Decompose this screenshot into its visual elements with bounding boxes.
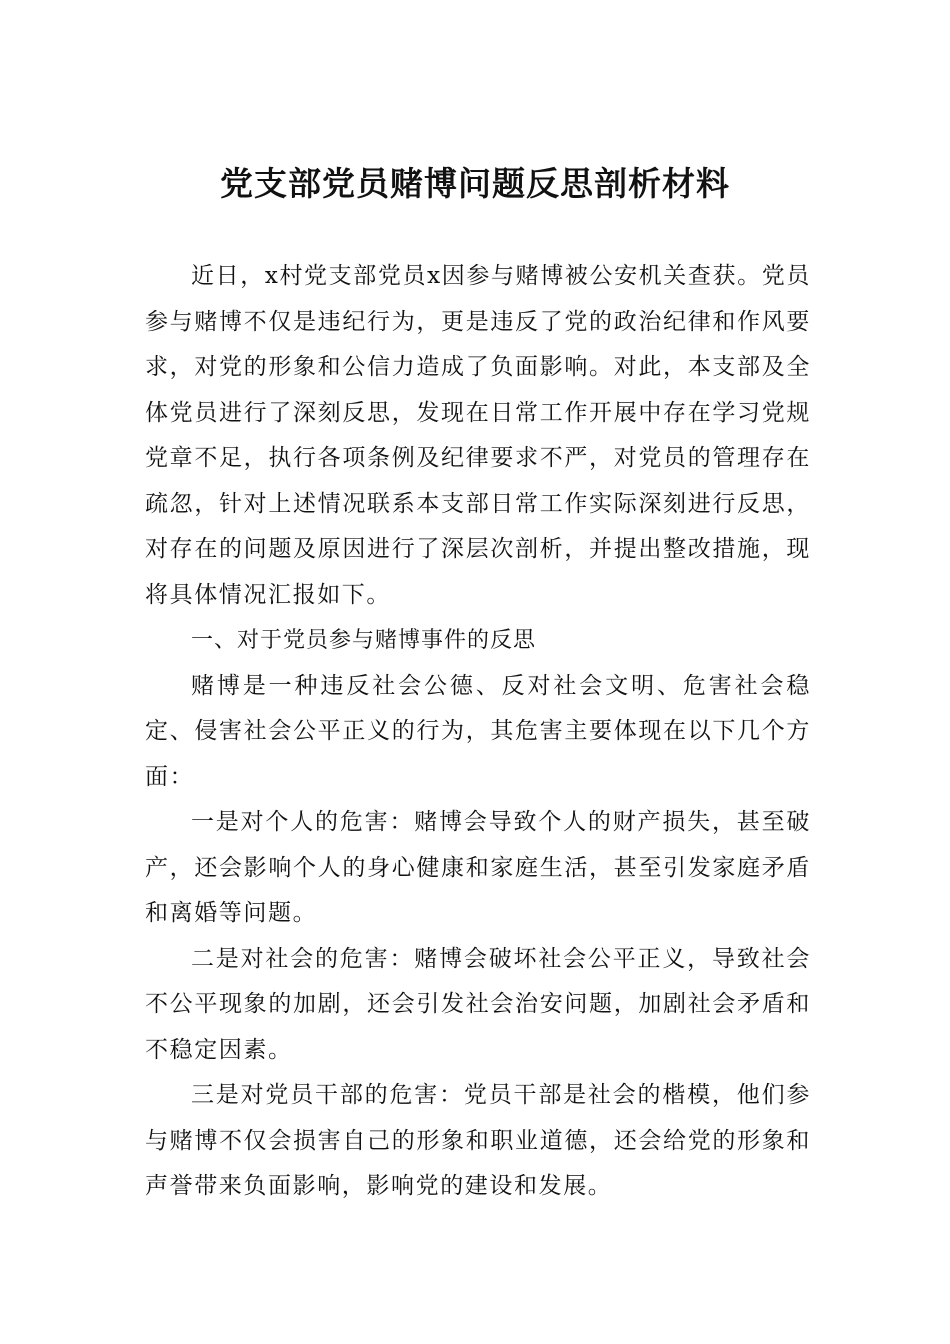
intro-paragraph: 近日，x村党支部党员x因参与赌博被公安机关查获。党员参与赌博不仅是违纪行为，更是违反了党的政治纪律和作风要求，对党的形象和公信力造成了负面影响。对此，本支部及全体党员进行了深刻反思，发现在日常工作开展中存在学习党规党章不足，执行各项条例及纪律要求不严，对党员的管理存在疏忽，针对上述情况联系本支部日常工作实际深刻进行反思，对存在的问题及原因进行了深层次剖析，并提出整改措施，现将具体情况汇报如下。 xyxy=(145,263,811,608)
section1-paragraph-1: 赌博是一种违反社会公德、反对社会文明、危害社会稳定、侵害社会公平正义的行为，其危害主要体现在以下几个方面： xyxy=(145,672,811,790)
section1-paragraph-2: 一是对个人的危害：赌博会导致个人的财产损失，甚至破产，还会影响个人的身心健康和家庭生活，甚至引发家庭矛盾和离婚等问题。 xyxy=(145,809,811,926)
section1-paragraph-4: 三是对党员干部的危害：党员干部是社会的楷模，他们参与赌博不仅会损害自己的形象和职业道德，还会给党的形象和声誉带来负面影响，影响党的建设和发展。 xyxy=(145,1082,811,1199)
section-heading-1: 一、对于党员参与赌博事件的反思 xyxy=(191,628,537,653)
section1-paragraph-3: 二是对社会的危害：赌博会破坏社会公平正义，导致社会不公平现象的加剧，还会引发社会治安问题，加剧社会矛盾和不稳定因素。 xyxy=(145,945,811,1063)
document-title: 党支部党员赌博问题反思剖析材料 xyxy=(220,164,730,203)
document-body xyxy=(145,254,811,1210)
